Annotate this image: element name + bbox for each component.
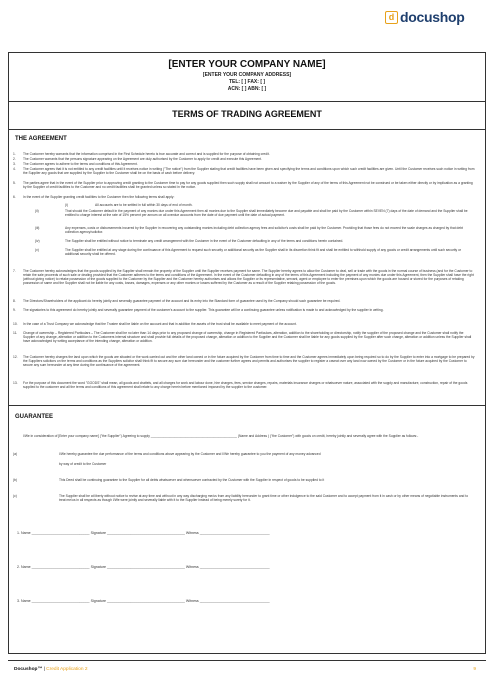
subclause-number: (iv) [35, 239, 40, 243]
clause-number: 8. [13, 299, 16, 303]
acn-abn: ACN: [ ] ABN: [ ] [227, 86, 267, 92]
guarantee-heading: GUARANTEE [15, 414, 54, 420]
signature-field[interactable]: _______________________________________ [106, 565, 185, 569]
document-frame [8, 52, 486, 654]
header-divider [9, 101, 485, 102]
clause-10 [13, 322, 475, 326]
item-text: This Deed shall be continuing guarantee to the Supplier for all debts whatsoever and whensoever contracted by the Customer with the Supplier in respect of goods to be supplied to it [59, 478, 325, 482]
item-text: The Supplier shall be at liberty without notice to revise at any time and without in any way discharging me/us from any liability hereunder to grant time or other indulgence to the said Customer and to accept payment from it in cash or by other means of negotiable instruments and to treat me/us in all respects as though I/We were jointly and severally liable with it to the Supplier instead of being merely surety for it. [59, 494, 469, 503]
clause-text: The Directors/Shareholders of the applicant do hereby jointly and severally guarantee payment of the account and its entry into the Standard form of guarantee used by the Company should such guarantee be required. [23, 299, 341, 303]
clause-text: The Customer hereby charges the land upon which the goods are situated or the work carried out and the other land owned or in the future acquired by the Customer from time to time and the Customer agrees immediately upon being required so to do by the Supplier to enter into a mortgage to be prepared by the Suppliers solicitors on the terms and conditions as the Suppliers solicitor shall think fit to secure any sum due hereunder and the customer further agrees and permits and authorises the supplier to register a caveat over any land now owned by the Customer or in the future acquired by the Customer to secure any sum hereunder at any time during the continuance of the agreement. [23, 355, 475, 368]
footer-app-name: Credit Application 2 [46, 667, 88, 672]
subclause-ii [35, 209, 475, 218]
clause-text: The Customer agrees to adhere to the terms and conditions of this Agreement. [23, 162, 138, 166]
clause-number: 2. [13, 157, 16, 161]
clause-number: 12. [13, 355, 18, 359]
clause-number: 1. [13, 152, 16, 156]
clause-12 [13, 355, 475, 368]
subclause-v [35, 248, 475, 257]
item-letter: (a) [13, 452, 18, 456]
clause-6 [13, 195, 475, 199]
subclause-text: That should the Customer default in the payment of any monies due under this Agreement then all monies due to the Supplier shall immediately become due and payable and shall be paid by the Customer within SEVEN (7) days of the date of demand and the Supplier shall be entitled to charge interest at the rate of 15% percent per annum on all overdue accounts from the date of due payment until the date of actual payment. [65, 209, 468, 218]
agreement-divider [9, 405, 485, 406]
clause-8 [13, 299, 475, 303]
clause-13 [13, 381, 475, 390]
subclause-text: The Supplier shall be entitled at any stage during the continuance of this Agreement to request such security or additional security as the Supplier shall in its discretion think fit and shall be entitled to withhold supply of any goods or credit arrangements until such security or additional security shall be offered. [65, 248, 462, 257]
clause-9 [13, 308, 475, 312]
witness-field[interactable]: ___________________________________ [199, 599, 270, 603]
signature-label: Signature [90, 531, 106, 535]
witness-field[interactable]: ___________________________________ [199, 565, 270, 569]
clause-text: In the case of a Trust Company we acknowledge that the Trustee shall be liable on the account and that in addition the assets of the trust shall be available to meet payment of the account. [23, 322, 297, 326]
signatory-number: 1. [17, 531, 20, 535]
clause-number: 5. [13, 181, 16, 185]
witness-label: Witness [185, 599, 199, 603]
item-letter: (c) [13, 494, 17, 498]
clause-number: 11. [13, 331, 18, 335]
clause-1 [13, 152, 475, 156]
agreement-heading: THE AGREEMENT [15, 136, 67, 142]
clause-text: The Customer warrants that the persons signature appearing on the Agreement are duly authorised by the Customer to apply for credit and execute this Agreement. [23, 157, 262, 161]
subclause-iv [35, 239, 475, 243]
docushop-logo-text: docushop [400, 9, 465, 25]
title-divider [9, 129, 485, 130]
signatory-number: 3. [17, 599, 20, 603]
footer-left [14, 667, 88, 672]
clause-7 [13, 269, 475, 286]
clause-text: In the event of the Supplier granting credit facilities to the Customer then the following terms shall apply: [23, 195, 175, 199]
guarantee-intro-text: I/We in consideration of [Enter your company name] ("the Supplier") Agreeing to supply _______________________________________________ (Name and Address ) ("the Customer") with goods on credit, hereby jointly and severally agree with the Supplier as follows:- [23, 434, 419, 438]
subclause-iii [35, 226, 475, 235]
name-field[interactable]: _____________________________ [31, 531, 90, 535]
name-label: Name [21, 599, 31, 603]
clause-11 [13, 331, 475, 344]
name-label: Name [21, 565, 31, 569]
item-text: I/We hereby guarantee the due performance of the terms and conditions above appearing by the Customer and I/We hereby guarantee to you the payment of any money advanced [59, 452, 321, 456]
clause-number: 10. [13, 322, 18, 326]
clause-5 [13, 181, 475, 190]
guarantee-intro [23, 434, 475, 438]
page-footer [8, 660, 486, 689]
subclause-i [65, 203, 475, 207]
footer-brand: Docushop™ [14, 667, 43, 672]
clause-text: The Customer hereby warrants that the information comprised in the First Schedule hereto is true accurate and correct and is supplied for the purpose of obtaining credit. [23, 152, 270, 156]
tel-fax: TEL: [ ] FAX: [ ] [228, 79, 266, 85]
signature-field[interactable]: _______________________________________ [106, 531, 185, 535]
clause-number: 4. [13, 167, 16, 171]
page-number: 9 [473, 667, 476, 672]
signatory-2 [17, 565, 270, 569]
item-text: by way of credit to the Customer [59, 462, 107, 466]
docushop-logo [385, 8, 467, 26]
clause-number: 9. [13, 308, 16, 312]
clause-text: The Customer hereby acknowledges that the goods supplied by the Supplier shall remain the property of the Supplier until the Supplier receives payment for same. The Supplier hereby agrees to allow the Customer to deal, sell or trade with the goods in the normal course of business (and for the Customer to retain the sale proceeds of such sale or dealing provided that the Customer adheres to the terms and conditions of the Agreement. In the event of the Customer defaulting in any of the terms of this Agreement including the payment of any monies due under this Agreement, then the Supplier shall have the right (without giving notice) to retake possession of the goods supplied to the Customer by the Supplier and the Customer hereby authorises and allows the Supplier or its representative, servant, agent or employee to enter the premises upon which the goods are housed or stored for the purposes of retaking possession of same and the Supplier shall not be liable for any costs, losses, damages, expenses or any other monies or losses suffered by the Customer as a result of the Supplier retaking possession of the goods. [23, 269, 474, 286]
subclause-number: (iii) [35, 226, 40, 230]
company-name: [ENTER YOUR COMPANY NAME] [168, 59, 326, 70]
footer-separator: | [42, 667, 47, 672]
clause-number: 6. [13, 195, 16, 199]
signature-label: Signature [90, 599, 106, 603]
clause-4 [13, 167, 475, 176]
clause-number: 13. [13, 381, 18, 385]
signatory-3 [17, 599, 270, 603]
document-title: TERMS OF TRADING AGREEMENT [172, 109, 322, 119]
subclause-text: All accounts are to be settled in full within 30 days of end of month. [95, 203, 193, 207]
clause-text: Change of ownership – Registered Particulars – The Customer shall be no later than 14 days prior to any proposed change of ownership, change in Registered Particulars, alteration, addition to the shareholding or directorship, notify the supplier of the proposed change and the Customer shall notify the Supplier of any change, alteration or addition to the Customers internal structure and shall provide full details of the proposed change, alteration or addition to the Supplier and the Customer shall be liable for any goods supplied by the Supplier after such change, alteration or addition unless the Supplier shall have acknowledged by writing acceptance of the intending change, alteration or addition. [23, 331, 472, 344]
company-address: [ENTER YOUR COMPANY ADDRESS] [202, 72, 292, 78]
subclause-text: The Supplier shall be entitled without notice to terminate any credit arrangement with the Customer in the event of the Customer defaulting in any of the terms and conditions herein contained. [65, 239, 344, 243]
clause-2 [13, 157, 475, 161]
clause-text: The Customer agrees that it is not entitled to any credit facilities until it receives notice in writing ("The notice") from the Supplier stating that credit facilities have been given and specifying the terms and conditions upon which such credit facilities are given. Until the Customer receives such notice in writing from the Supplier any goods that are supplied by the Supplier to the Customer shall be on the basis of cash before delivery. [23, 167, 475, 176]
subclause-number: (ii) [35, 209, 39, 213]
subclause-number: (i) [65, 203, 68, 207]
clause-number: 3. [13, 162, 16, 166]
signature-field[interactable]: _______________________________________ [106, 599, 185, 603]
witness-field[interactable]: ___________________________________ [199, 531, 270, 535]
clause-number: 7. [13, 269, 16, 273]
subclause-number: (v) [35, 248, 39, 252]
clause-text: For the purpose of this document the word "GOODS" shall mean, all goods and chattels, and all charges for work and labour done, hire charges, fees, service charges, repairs, materials insurance charges or whatsoever nature, associated with the supply and manufacture, construction, repair of the goods supplied to the customer and all the terms and conditions of this agreement shall relate to any charge herein before mentioned imposed by the supplier to the customer. [23, 381, 468, 390]
clause-text: The signatories to this agreement do hereby jointly and severally guarantee payment of the customer's account to the supplier. This guarantee will be a continuing guarantee unless notification is made to and acknowledged by the supplier in writing. [23, 308, 384, 312]
name-field[interactable]: _____________________________ [31, 599, 90, 603]
signatory-number: 2. [17, 565, 20, 569]
name-label: Name [21, 531, 31, 535]
docushop-logo-icon: d [385, 11, 398, 24]
clause-3 [13, 162, 475, 166]
clause-text: The parties agree that in the event of the Supplier prior to approving credit granting to the Customer time to pay for any goods supplied then such supply shall not amount to a waiver by the Supplier of any of the terms of this Agreement not be construed or be taken either directly or by implication as a granting by the Supplier of credit facilities to the Customer and no credit facilities shall be granted unless so stated in the notice. [23, 181, 473, 190]
signatory-1 [17, 531, 270, 535]
signature-label: Signature [90, 565, 106, 569]
witness-label: Witness [185, 531, 199, 535]
item-letter: (b) [13, 478, 18, 482]
witness-label: Witness [185, 565, 199, 569]
name-field[interactable]: _____________________________ [31, 565, 90, 569]
subclause-text: Any expenses, costs or disbursements incurred by the Supplier in recovering any outstanding monies including debt collection agency fees and solicitor's costs shall be paid by the Customer. Providing that those fees do not exceed the scale charges as charged by that debt collection agency/solicitor. [65, 226, 463, 235]
